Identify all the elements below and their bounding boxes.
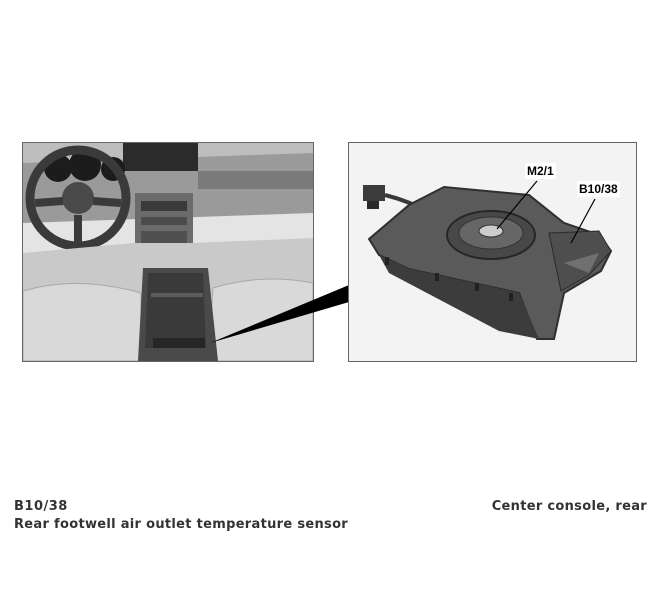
component-location: Center console, rear	[491, 499, 647, 514]
component-photo	[348, 142, 637, 362]
component-code: B10/38	[14, 499, 68, 514]
callout-b10-38: B10/38	[579, 182, 618, 196]
callout-m2-1: M2/1	[527, 164, 554, 178]
component-description: Rear footwell air outlet temperature sensor	[14, 517, 349, 532]
blower-illustration	[349, 143, 636, 361]
